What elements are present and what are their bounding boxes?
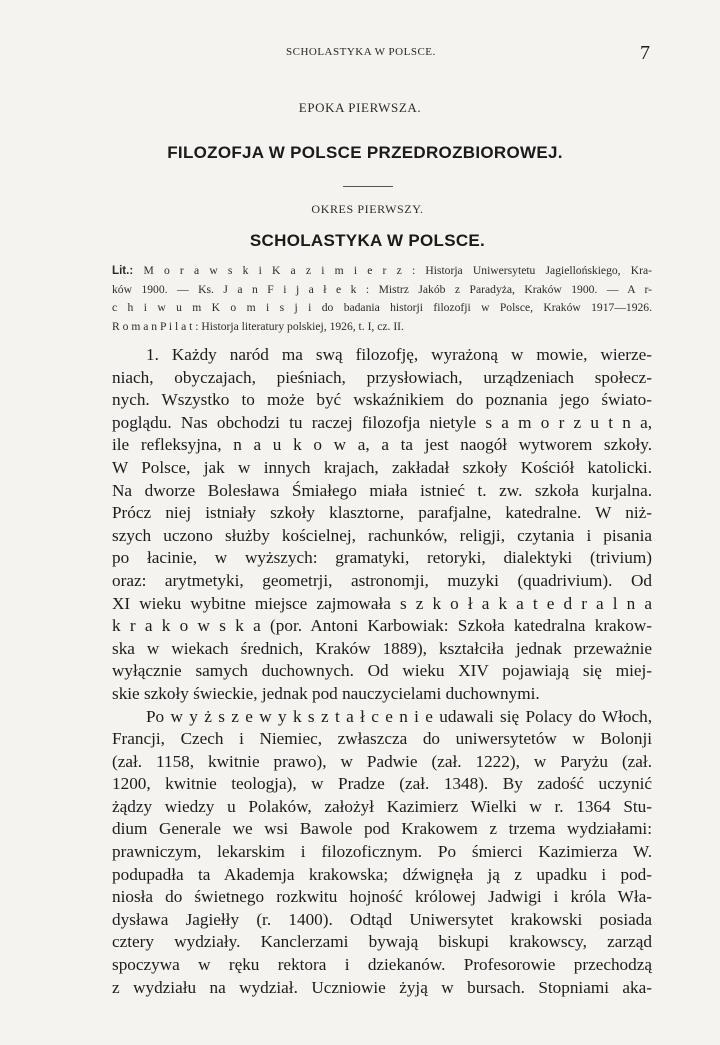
literature-line: ków 1900. — Ks. J a n F i j a ł e k : Mistrz Jakób z Paradyża, Kraków 1900. — A r- <box>112 282 652 296</box>
text-line: podupadła ta Akademja krakowska; dźwignęła ją z upadku i pod- <box>112 864 652 884</box>
text-line: W Polsce, jak w innych krajach, zakładał szkoły Kościół katolicki. <box>112 457 652 477</box>
text-line: Prócz niej istniały szkoły klasztorne, parafjalne, katedralne. W niż- <box>112 503 652 523</box>
text-line: Na dworze Bolesława Śmiałego miała istnieć t. zw. szkoła kurjalna. <box>112 480 652 500</box>
text-line: spoczywa w ręku rektora i dziekanów. Profesorowie przechodzą <box>112 955 652 975</box>
text-line: ile refleksyjna, n a u k o w a, a ta jest naogół wytworem szkoły. <box>112 435 652 455</box>
text-line: szych uczono służby kościelnej, rachunków, religji, czytania i pisania <box>112 525 652 545</box>
text-line: (zał. 1158, kwitnie prawo), w Padwie (zał. 1222), w Paryżu (zał. <box>112 751 652 771</box>
text-line: oraz: arytmetyki, geometrji, astronomji, muzyki (quadrivium). Od <box>112 570 652 590</box>
body-text <box>112 344 652 999</box>
text-line: z wydziału na wydział. Uczniowie żyją w bursach. Stopniami aka- <box>112 977 652 997</box>
text-line: k r a k o w s k a (por. Antoni Karbowiak: Szkoła katedralna krakow- <box>112 616 652 636</box>
text-line: niosła do świetnego rozkwitu hojność królowej Jadwigi i króla Wła- <box>112 887 652 907</box>
text-line: dium Generale we wsi Bawole pod Krakowem z trzema wydziałami: <box>112 819 652 839</box>
main-title: FILOZOFJA W POLSCE PRZEDROZBIOROWEJ. <box>167 143 563 162</box>
text-line: ska w wiekach średnich, Kraków 1889), kształciła jednak przeważnie <box>112 638 652 658</box>
paragraph-1-start: 1. Każdy naród ma swą filozofję, wyrażoną w mowie, wierze- <box>146 345 652 364</box>
paragraph-2-start: Po w y ż s z e w y k s z t a ł c e n i e udawali się Polacy do Włoch, <box>146 706 652 726</box>
text-line: wyłącznie samych duchownych. Od wieku XIV pojawiają się miej- <box>112 661 652 681</box>
text-line: żądzy wiedzy u Polaków, założył Kazimierz Wielki w r. 1364 Stu- <box>112 796 652 816</box>
text-line: po łacinie, w wyższych: gramatyki, retoryki, dialektyki (trivium) <box>112 548 652 568</box>
literature-block <box>112 262 652 336</box>
literature-text: M o r a w s k i K a z i m i e r z : Historja Uniwersytetu Jagiellońskiego, Kra- <box>143 264 652 277</box>
text-line: Francji, Czech i Niemiec, zwłaszcza do uniwersytetów w Bolonji <box>112 729 652 749</box>
literature-line: R o m a n P i l a t : Historja literatury polskiej, 1926, t. I, cz. II. <box>112 319 404 333</box>
text-line: niach, obyczajach, pieśniach, przysłowiach, urządzeniach społecz- <box>112 367 652 387</box>
text-line: XI wieku wybitne miejsce zajmowała s z k o ł a k a t e d r a l n a <box>112 593 652 613</box>
text-line: 1200, kwitnie teologja), w Pradze (zał. 1348). By zadość uczynić <box>112 774 652 794</box>
literature-line <box>112 262 652 281</box>
page-number: 7 <box>640 42 650 64</box>
literature-line: c h i w u m K o m i s j i do badania historji filozofji w Polsce, Kraków 1917—1926. <box>112 301 652 314</box>
literature-label: Lit.: <box>112 264 134 277</box>
text-line: nych. Wszystko to może być wskaźnikiem do poznania jego świato- <box>112 390 652 410</box>
text-line: poglądu. Nas obchodzi tu raczej filozofja nietyle s a m o r z u t n a, <box>112 412 652 432</box>
epoch-heading: EPOKA PIERWSZA. <box>298 100 422 115</box>
text-line: prawniczym, lekarskim i filozoficznym. Po śmierci Kazimierza W. <box>112 842 652 862</box>
running-head <box>0 42 720 66</box>
text-line: dysława Jagiełły (r. 1400). Odtąd Uniwersytet krakowski posiada <box>112 909 652 929</box>
section-title: SCHOLASTYKA W POLSCE. <box>249 231 486 250</box>
period-heading: OKRES PIERWSZY. <box>311 202 424 216</box>
title-divider <box>343 186 393 187</box>
paragraph-1-end: skie szkoły świeckie, jednak pod nauczycielami duchownymi. <box>112 683 540 703</box>
text-line: cztery wydziały. Kanclerzami bywają biskupi krakowscy, zarząd <box>112 932 652 952</box>
running-title: SCHOLASTYKA W POLSCE. <box>286 46 436 58</box>
